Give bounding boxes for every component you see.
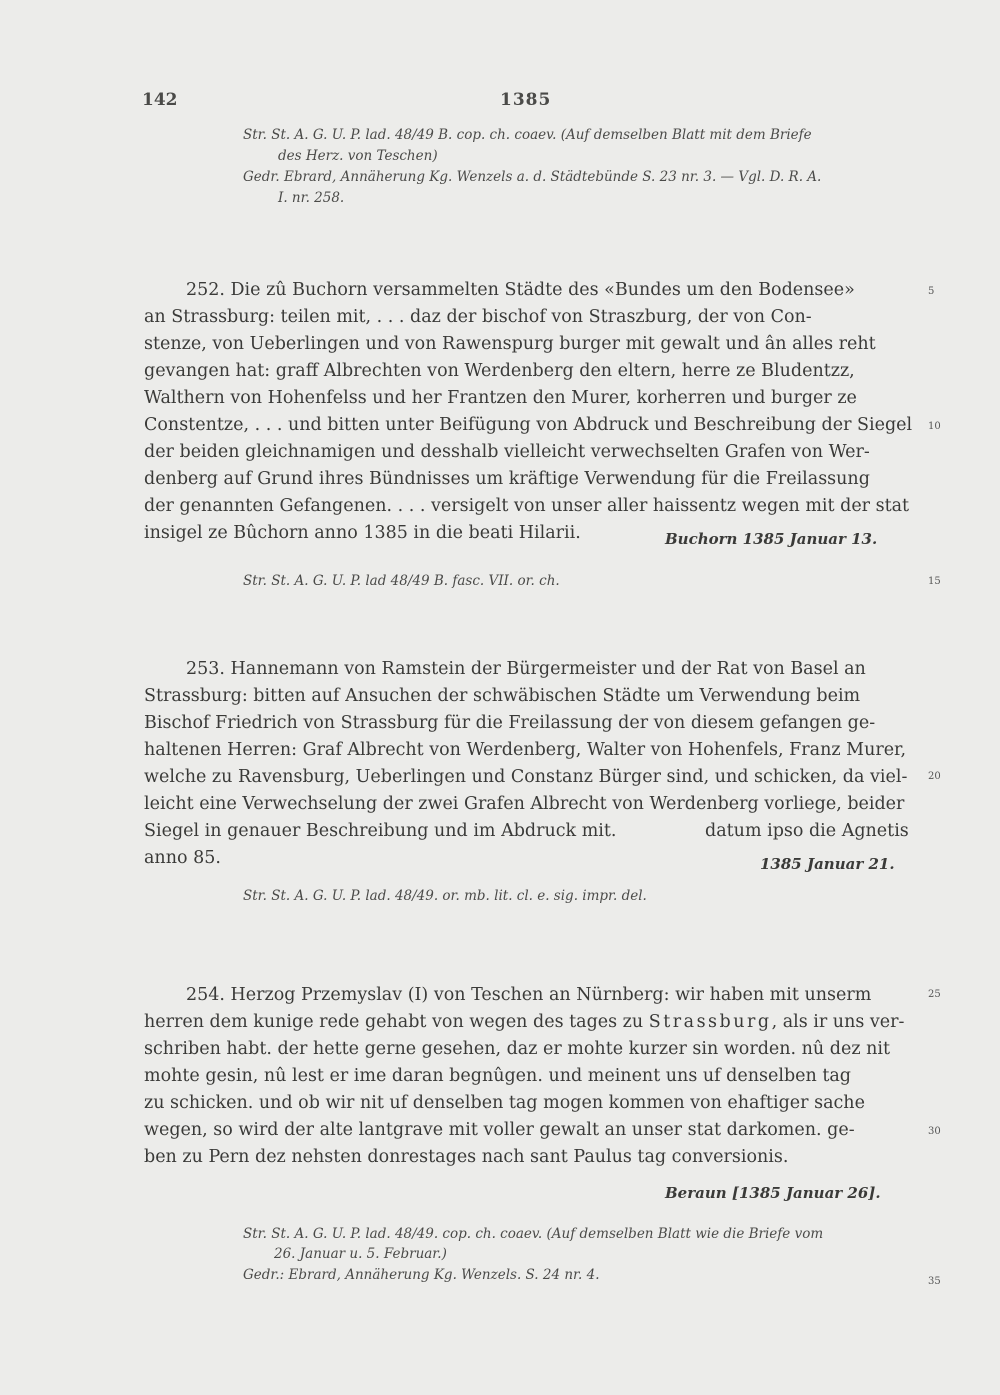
entry-number: 253.	[186, 659, 225, 679]
entry-source: Str. St. A. G. U. P. lad. 48/49. or. mb. lit. cl. e. sig. impr. del.	[243, 888, 647, 904]
page-year-heading: 1385	[500, 90, 552, 110]
entry-text-line: anno 85.	[144, 848, 221, 868]
entry-date: 1385 Januar 21.	[760, 855, 895, 873]
entry-text-line: welche zu Ravensburg, Ueberlingen und Constanz Bürger sind, und schicken, da viel-	[144, 767, 908, 787]
source-note-line: des Herz. von Teschen)	[278, 148, 438, 164]
entry-text-line: Strassburg: bitten auf Ansuchen der schwäbischen Städte um Verwendung beim	[144, 686, 861, 706]
entry-datum: datum ipso die Agnetis	[705, 821, 909, 841]
margin-line-number: 30	[928, 1126, 941, 1137]
entry-text-line: 252. Die zû Buchorn versammelten Städte des «Bundes um den Bodensee»	[186, 280, 855, 300]
entry-text-line: haltenen Herren: Graf Albrecht von Werdenberg, Walter von Hohenfels, Franz Murer,	[144, 740, 907, 760]
margin-line-number: 10	[928, 421, 941, 432]
entry-text-line: 254. Herzog Przemyslav (I) von Teschen an Nürnberg: wir haben mit unserm	[186, 985, 872, 1005]
entry-text-line: wegen, so wird der alte lantgrave mit voller gewalt an unser stat darkomen. ge-	[144, 1120, 855, 1140]
margin-line-number: 15	[928, 576, 941, 587]
entry-text-line: Walthern von Hohenfelss und her Frantzen den Murer, korherren und burger ze	[144, 388, 857, 408]
entry-number: 254.	[186, 985, 225, 1005]
entry-text-line: leicht eine Verwechselung der zwei Grafen Albrecht von Werdenberg vorliege, beider	[144, 794, 905, 814]
margin-line-number: 5	[928, 286, 935, 297]
margin-line-number: 35	[928, 1276, 941, 1287]
entry-text-line: 253. Hannemann von Ramstein der Bürgermeister und der Rat von Basel an	[186, 659, 866, 679]
entry-text-line: schriben habt. der hette gerne gesehen, daz er mohte kurzer sin worden. nû dez nit	[144, 1039, 890, 1059]
source-note-line: I. nr. 258.	[278, 190, 345, 206]
entry-text-line: Bischof Friedrich von Strassburg für die Freilassung der von diesem gefangen ge-	[144, 713, 876, 733]
entry-source: Str. St. A. G. U. P. lad. 48/49. cop. ch. coaev. (Auf demselben Blatt wie die Briefe vom	[243, 1226, 824, 1242]
entry-text-line: der beiden gleichnamigen und desshalb vielleicht verwechselten Grafen von Wer-	[144, 442, 870, 462]
entry-number: 252.	[186, 280, 225, 300]
entry-date: Beraun [1385 Januar 26].	[665, 1184, 881, 1202]
margin-line-number: 20	[928, 771, 941, 782]
entry-text-line: mohte gesin, nû lest er ime daran begnûgen. und meinent uns uf denselben tag	[144, 1066, 852, 1086]
entry-source: Str. St. A. G. U. P. lad 48/49 B. fasc. VII. or. ch.	[243, 573, 560, 589]
entry-text-line: stenze, von Ueberlingen und von Rawenspurg burger mit gewalt und ân alles reht	[144, 334, 876, 354]
entry-text-line: Constentze, . . . und bitten unter Beifügung von Abdruck und Beschreibung der Siegel	[144, 415, 913, 435]
spaced-name: Strassburg	[648, 1012, 772, 1032]
source-note-line: Gedr. Ebrard, Annäherung Kg. Wenzels a. d. Städtebünde S. 23 nr. 3. — Vgl. D. R. A.	[243, 169, 822, 185]
entry-text-line: ben zu Pern dez nehsten donrestages nach sant Paulus tag conversionis.	[144, 1147, 789, 1167]
entry-text-line: der genannten Gefangenen. . . . versigelt von unser aller haissentz wegen mit der stat	[144, 496, 910, 516]
entry-text-line: denberg auf Grund ihres Bündnisses um kräftige Verwendung für die Freilassung	[144, 469, 870, 489]
entry-text-line: zu schicken. und ob wir nit uf denselben tag mogen kommen von ehaftiger sache	[144, 1093, 865, 1113]
entry-text-line: an Strassburg: teilen mit, . . . daz der bischof von Straszburg, der von Con-	[144, 307, 812, 327]
entry-source: 26. Januar u. 5. Februar.)	[274, 1246, 447, 1262]
entry-text-line: Siegel in genauer Beschreibung und im Abdruck mit.	[144, 821, 617, 841]
page-number: 142	[142, 90, 178, 110]
entry-source: Gedr.: Ebrard, Annäherung Kg. Wenzels. S. 24 nr. 4.	[243, 1267, 600, 1283]
margin-line-number: 25	[928, 989, 941, 1000]
entry-date: Buchorn 1385 Januar 13.	[665, 530, 878, 548]
entry-text-line: insigel ze Bûchorn anno 1385 in die beati Hilarii.	[144, 523, 581, 543]
entry-text-line: gevangen hat: graff Albrechten von Werdenberg den eltern, herre ze Bludentzz,	[144, 361, 855, 381]
source-note-line: Str. St. A. G. U. P. lad. 48/49 B. cop. ch. coaev. (Auf demselben Blatt mit dem Briefe	[243, 127, 812, 143]
entry-text-line: herren dem kunige rede gehabt von wegen des tages zu Strassburg, als ir uns ver-	[144, 1012, 905, 1032]
